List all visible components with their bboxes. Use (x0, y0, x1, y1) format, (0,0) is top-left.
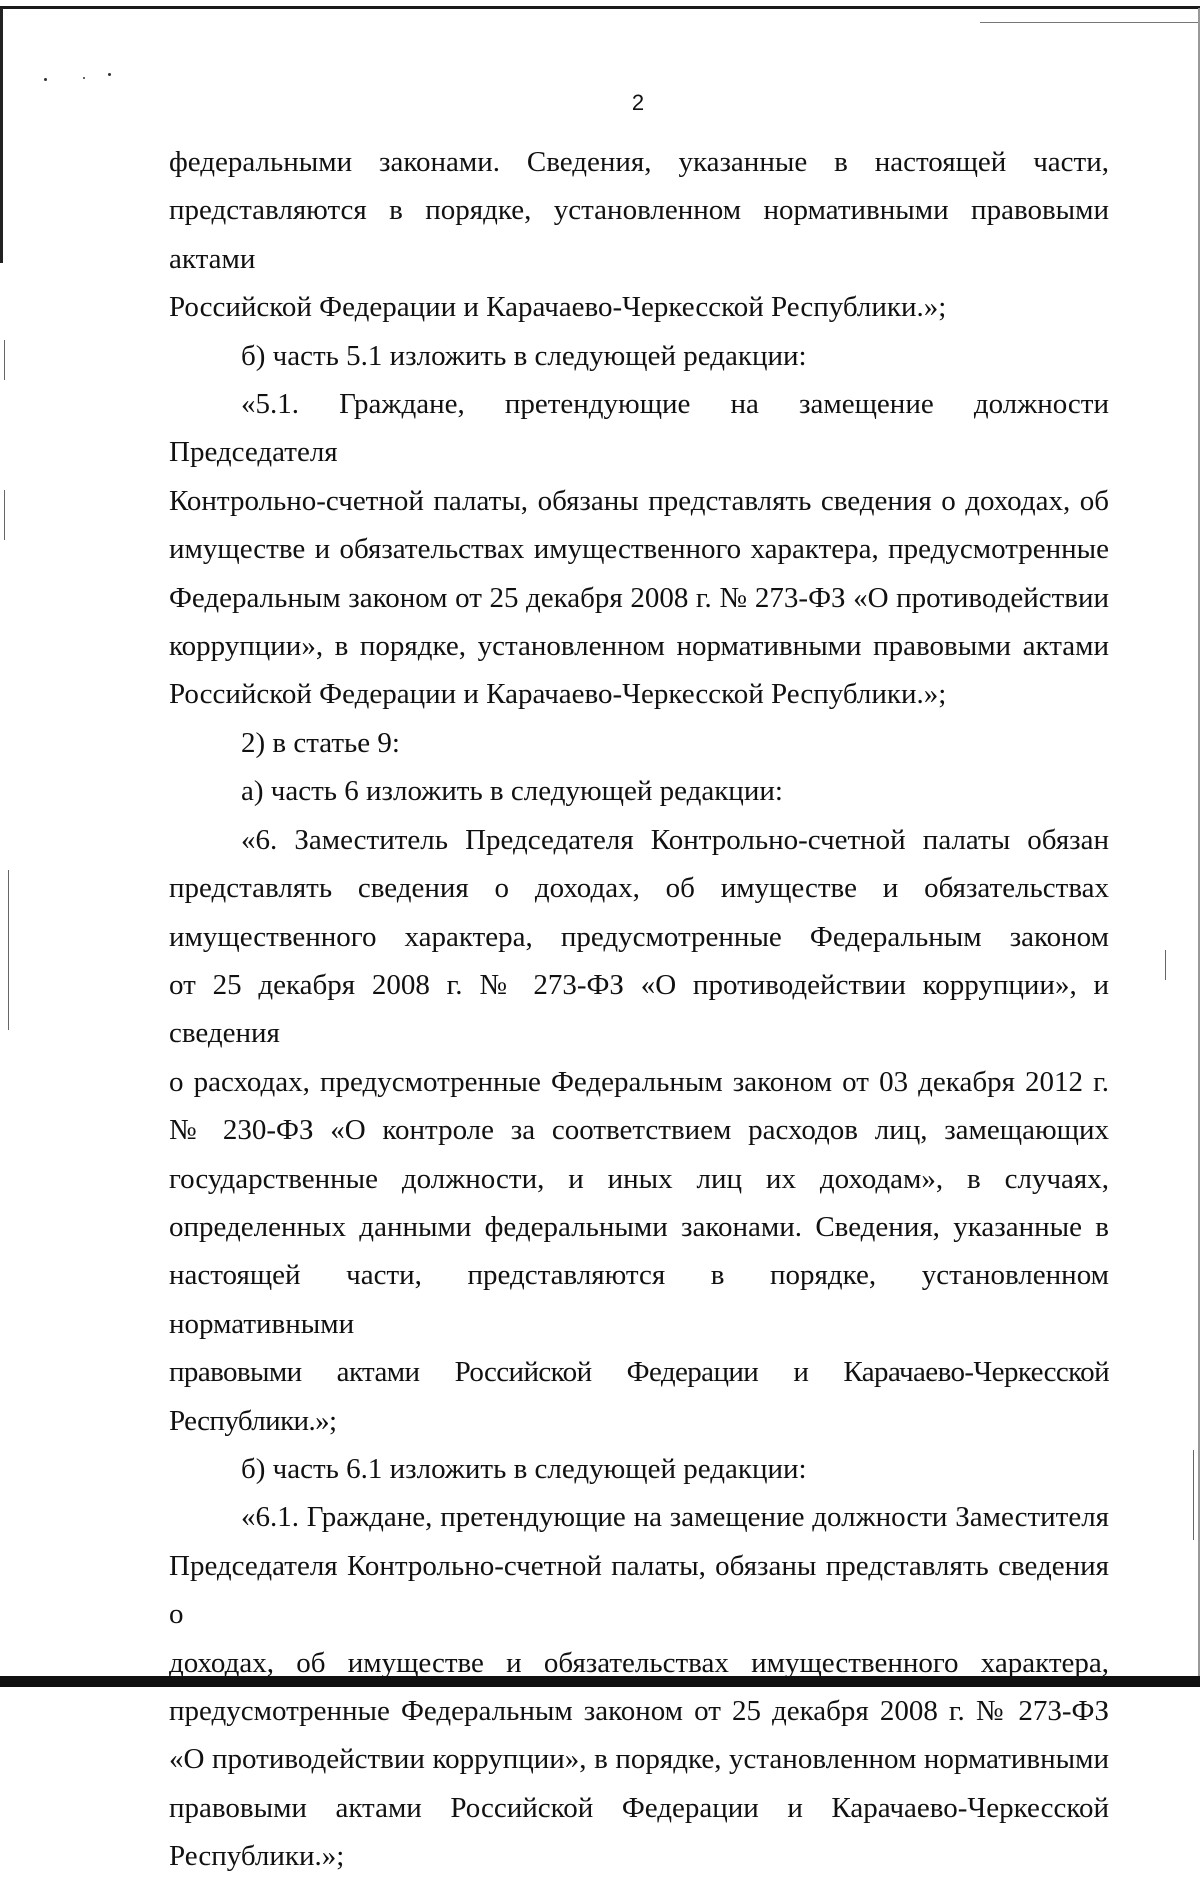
text-line: Федеральным законом от 25 декабря 2008 г. № 273-ФЗ «О противодействии (169, 581, 1109, 614)
scan-speck (44, 78, 47, 81)
text-line: 2) в статье 9: (241, 726, 400, 759)
scan-mark (1193, 1450, 1194, 1540)
page-number: 2 (631, 90, 645, 115)
text-line: от 25 декабря 2008 г. № 273-ФЗ «О противодействии коррупции», и сведения (169, 968, 1109, 1050)
text-line: коррупции», в порядке, установленном нормативными правовыми актами (169, 630, 1109, 663)
text-line: правовыми актами Российской Федерации и Карачаево-Черкесской Республики.»; (169, 1356, 1109, 1437)
scan-speck (108, 73, 111, 76)
text-line: Контрольно-счетной палаты, обязаны представлять сведения о доходах, об (169, 484, 1109, 517)
scan-edge-left (0, 8, 3, 263)
scan-mark (4, 340, 5, 380)
text-line: государственные должности, и иных лиц их доходам», в случаях, (169, 1162, 1109, 1195)
text-line: № 230-ФЗ «О контроле за соответствием расходов лиц, замещающих (169, 1114, 1109, 1147)
text-line: Председателя Контрольно-счетной палаты, обязаны представлять сведения о (169, 1549, 1109, 1631)
text-line: а) часть 6 изложить в следующей редакции: (241, 775, 783, 808)
scan-mark (4, 490, 5, 540)
text-line: имуществе и обязательствах имущественного характера, предусмотренные (169, 533, 1109, 566)
text-line: б) часть 5.1 изложить в следующей редакции: (241, 339, 807, 372)
text-line: о расходах, предусмотренные Федеральным законом от 03 декабря 2012 г. (169, 1065, 1109, 1098)
scan-speck (83, 77, 85, 79)
text-line: «5.1. Граждане, претендующие на замещение должности Председателя (169, 388, 1109, 469)
scan-mark (8, 870, 9, 1030)
text-line: «6.1. Граждане, претендующие на замещение должности Заместителя (241, 1501, 1109, 1534)
text-line: «6. Заместитель Председателя Контрольно-счетной палаты обязан (241, 823, 1109, 856)
text-line: федеральными законами. Сведения, указанные в настоящей части, (169, 146, 1109, 178)
text-line: доходах, об имуществе и обязательствах имущественного характера, (169, 1646, 1109, 1679)
text-line: представлять сведения о доходах, об имуществе и обязательствах (169, 872, 1109, 905)
scan-mark (1165, 950, 1166, 980)
scan-edge-line (980, 22, 1200, 23)
text-line: Российской Федерации и Карачаево-Черкесской Республики.»; (169, 291, 947, 324)
document-body (169, 138, 1109, 1881)
text-line: представляются в порядке, установленном нормативными правовыми актами (169, 194, 1109, 275)
scan-edge-top (0, 6, 1200, 9)
text-line: имущественного характера, предусмотренные Федеральным законом (169, 920, 1109, 953)
text-line: настоящей части, представляются в порядке, установленном нормативными (169, 1259, 1109, 1340)
text-line: Российской Федерации и Карачаево-Черкесской Республики.»; (169, 678, 947, 711)
text-line: предусмотренные Федеральным законом от 25 декабря 2008 г. № 273-ФЗ (169, 1695, 1109, 1727)
text-line: правовыми актами Российской Федерации и Карачаево-Черкесской (169, 1791, 1109, 1824)
text-line: б) часть 6.1 изложить в следующей редакции: (241, 1452, 807, 1485)
text-line: определенных данными федеральными законами. Сведения, указанные в (169, 1210, 1109, 1243)
text-line: Республики.»; (169, 1840, 345, 1873)
text-line: «О противодействии коррупции», в порядке, установленном нормативными (169, 1743, 1109, 1776)
